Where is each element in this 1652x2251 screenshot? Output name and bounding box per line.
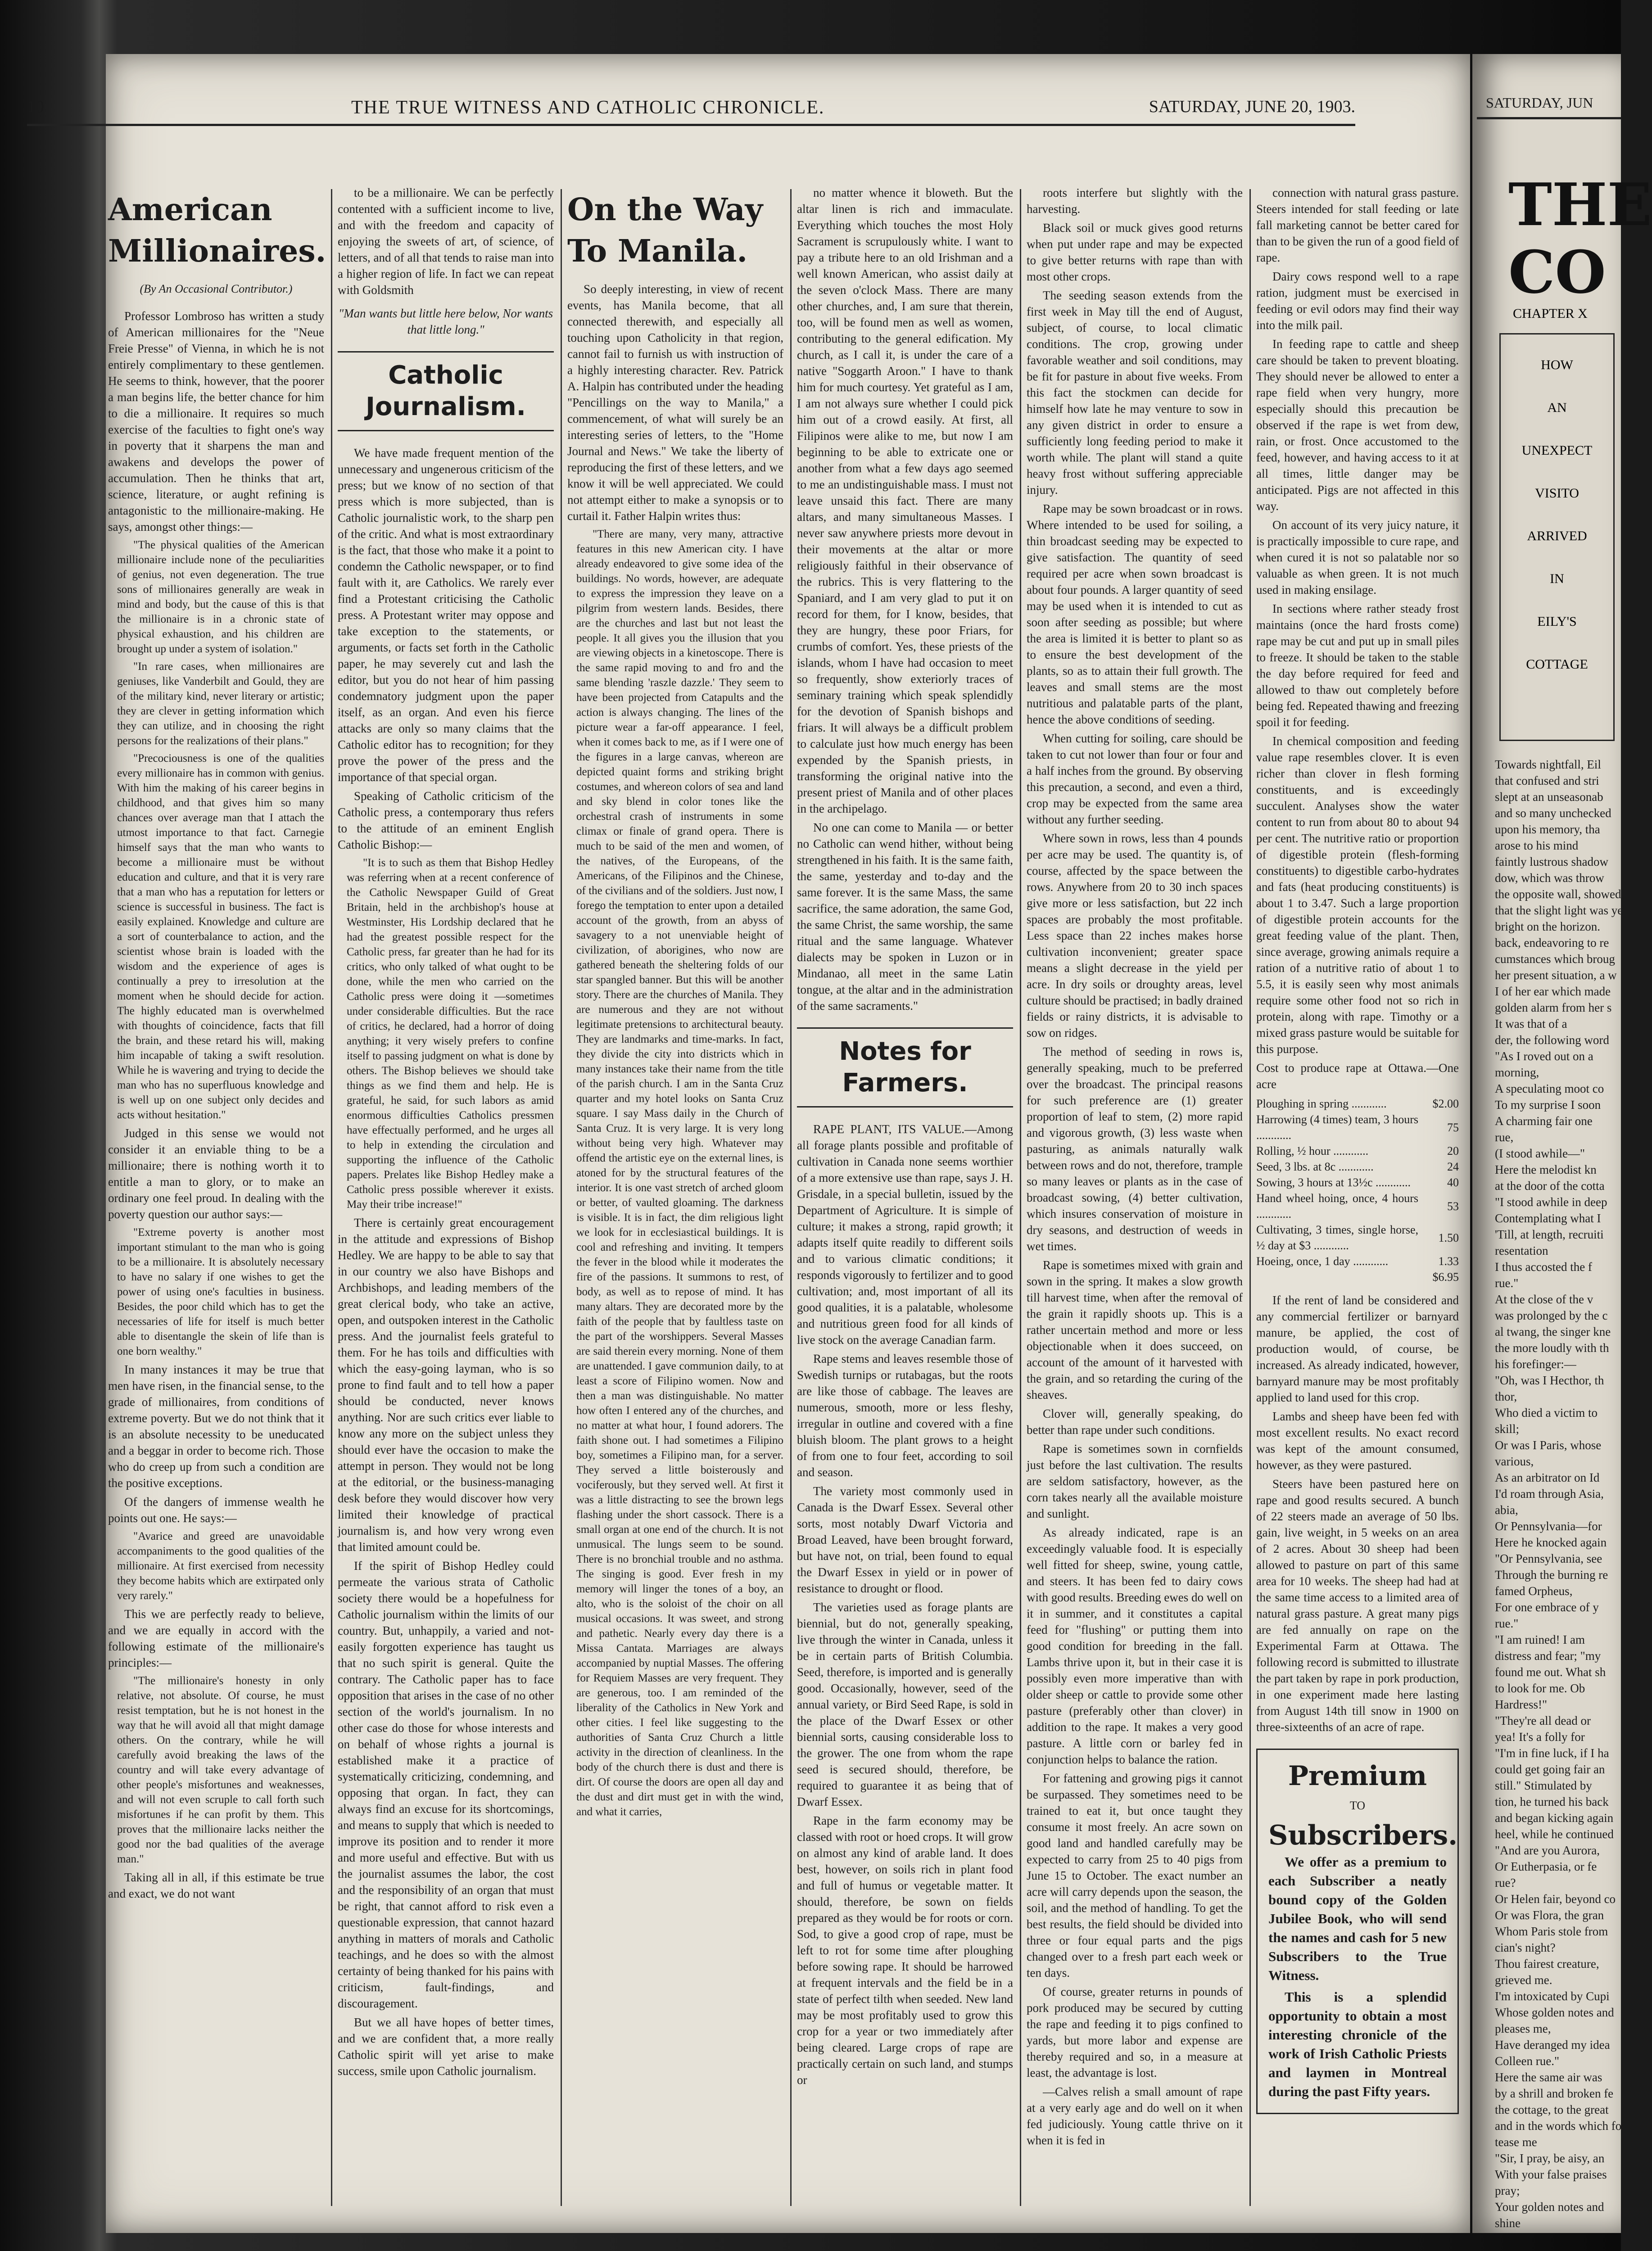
cost-amount: 1.50 [1438, 1231, 1459, 1244]
story-line: the more loudly with th [1495, 1341, 1609, 1355]
story-line: heel, while he continued [1495, 1827, 1614, 1841]
story-line: Or was I Paris, whose [1495, 1438, 1602, 1452]
paragraph: roots interfere but slightly with the harvesting. [1027, 186, 1243, 216]
story-line: (I stood awhile—" [1495, 1147, 1585, 1160]
paragraph: RAPE PLANT, ITS VALUE.—Among all forage plants possible and profitable of cultivation in Canada none seems worthier of a more extensive use than rape, says J. H. Grisdale, in a special bulletin, issued by the Department of Agriculture. It is simple of culture; it makes a strong, rapid growth; it adapts itself quite readily to different soils and to various climatic conditions; it responds vigorously to fertilizer and to good cultivation; and, most important of all its good qualities, it is a palatable, wholesome and nutritious green food for all kinds of live stock on the average Canadian farm. [797, 1122, 1013, 1347]
cost-row [1256, 1112, 1459, 1143]
story-line: famed Orpheus, [1495, 1584, 1573, 1598]
paragraph: Of the dangers of immense wealth he points out one. He says:— [108, 1495, 324, 1525]
paragraph: Rape is sometimes sown in cornfields just before the last cultivation. The results are seldom satisfactory, however, as the corn takes nearly all the available moisture and sunlight. [1027, 1442, 1243, 1520]
cost-item [1256, 1269, 1418, 1285]
story-line: that confused and stri [1495, 774, 1599, 787]
story-line: pleases me, [1495, 2022, 1551, 2035]
paragraph: Lambs and sheep have been fed with most excellent results. No exact record was kept of the amount consumed, however, as they were pastured. [1256, 1410, 1459, 1472]
paragraph: "Extreme poverty is another most important stimulant to the man who is going to be a millionaire. It is absolutely necessary to have no salary if one wishes to get the power of using one's faculties in business. Besides, the poor child which has to get the necessaries of life for itself is much better able to disentangle the skein of life than is one born wealthy." [117, 1226, 324, 1357]
paragraph: "Avarice and greed are unavoidable accompaniments to the good qualities of the millionaire. At first exercised from necessity they become habits which are extirpated only very rarely." [117, 1530, 324, 1602]
story-line: Thou fairest creature, [1495, 1957, 1599, 1971]
story-line: A speculating moot co [1495, 1082, 1604, 1095]
cost-item: Hoeing, once, 1 day ............ [1256, 1255, 1389, 1268]
paragraph: connection with natural grass pasture. Steers intended for stall feeding or late fall marketing cannot be better cared for than to be given the run of a good field of rape. [1256, 186, 1459, 264]
story-line: abia, [1495, 1503, 1518, 1517]
story-line: back, endeavoring to re [1495, 936, 1609, 949]
paragraph: This is a splendid opportunity to obtain a most interesting chronicle of the work of Irish Catholic Priests and laymen in Montreal during the past Fifty years. [1268, 1989, 1447, 2099]
premium-heading-subscribers: Subscribers. [1268, 1820, 1458, 1851]
cost-amount: 20 [1447, 1144, 1459, 1157]
story-line: Colleen rue." [1495, 2054, 1559, 2068]
cost-item: Ploughing in spring ............ [1256, 1097, 1387, 1110]
story-line: at the door of the cotta [1495, 1179, 1605, 1193]
story-line: I'd roam through Asia, [1495, 1487, 1604, 1501]
paragraph: Where sown in rows, less than 4 pounds per acre may be used. The quantity is, of course, affected by the space between the rows. Anywhere from 20 to 30 inch spaces give more or less satisfaction, but 22 inch spaces are probably the most profitable. Less space than 22 inches makes horse cultivation inconvenient; greater space means a slight decrease in the yield per acre. In dry soils or droughty areas, level culture should be practised; in badly drained fields or rainy districts, it is advisable to sow on ridges. [1027, 832, 1243, 1040]
paragraph: For fattening and growing pigs it cannot be surpassed. They sometimes need to be trained to eat it, but once taught they consume it most freely. An acre sown on good land and handled carefully may be expected to carry from 25 to 40 pigs from June 15 to October. The exact number an acre will carry depends upon the season, the soil, and the method of handling. To get the best results, the field should be divided into three or four equal parts and the pigs changed over to a fresh part each week or ten days. [1027, 1772, 1243, 1980]
paragraph: As already indicated, rape is an exceedingly valuable food. It is especially well fitted for sheep, swine, young cattle, and steers. It has been fed to dairy cows with good results. Breeding ewes do well on it in summer, and it constitutes a capital feed for "flushing" or putting them into good condition for breeding in the fall. Lambs thrive upon it, but in their case it is possibly even more imperative than with older sheep or cattle to provide some other pasture (preferably other than clover) in addition to the rape. It makes a very good pasture. A little corn or barley fed in conjunction helps to balance the ration. [1027, 1526, 1243, 1766]
cost-amount: 75 [1447, 1121, 1459, 1134]
story-line: Here he knocked again [1495, 1536, 1607, 1549]
story-line: could get going fair an [1495, 1763, 1605, 1776]
story-line: dow, which was throw [1495, 871, 1604, 885]
story-line: pray; [1495, 2184, 1520, 2197]
story-line: "Oh, was I Hecthor, th [1495, 1374, 1604, 1387]
paragraph: —Calves relish a small amount of rape at a very early age and do well on it when fed judiciously. Young cattle thrive on it when it is fed in [1027, 2085, 1243, 2147]
cost-item: Rolling, ½ hour ............ [1256, 1144, 1369, 1157]
story-line: As an arbitrator on Id [1495, 1471, 1600, 1484]
paragraph: In chemical composition and feeding value rape resembles clover. It is even richer than clover in flesh forming constituents, and is exceedingly succulent. Analyses show the water content to run from about 80 to about 94 per cent. The nutritive ratio or proportion of digestible protein (flesh-forming constituents) to digestible carbo-hydrates and fats (heat producing constituents) is about 1 to 3.47. Such a large proportion of digestible protein accounts for the great feeding value of the plant. Then, since average, growing animals require a ration of a nutritive ratio of about 1 to 5.5, it is easily seen why most animals require some other food not so rich in protein, along with rape. Timothy or a mixed grass pasture would be suitable for this purpose. [1256, 734, 1459, 1056]
story-line: distress and fear; "my [1495, 1649, 1601, 1663]
story-line: Or Pennsylvania—for [1495, 1519, 1602, 1533]
story-line: Whom Paris stole from [1495, 1925, 1608, 1938]
story-line: cumstances which broug [1495, 952, 1615, 966]
facing-page-chapter: CHAPTER X [1513, 306, 1588, 321]
article-heading: On the Way To Manila. [567, 192, 763, 269]
story-line: I thus accosted the f [1495, 1260, 1592, 1274]
paragraph: So deeply interesting, in view of recent events, has Manila become, that all connected therewith, and especially all touching upon Catholicity in that region, cannot fail to furnish us with instruction of a highly interesting character. Rev. Patrick A. Halpin has contributed under the heading "Pencillings on the way to Manila," a commencement, of what will surely be an interesting series of letters, to the "Home Journal and News." We take the liberty of reproducing the first of these letters, and we know it will be well appreciated. We could not attempt either to make a synopsis or to curtail it. Father Halpin writes thus: [567, 282, 783, 523]
paragraph: In feeding rape to cattle and sheep care should be taken to prevent bloating. They should never be allowed to enter a rape field when very hungry, more especially should this precaution be observed if the rape is wet from dew, rain, or frost. Once accustomed to the feed, however, and having access to it at all times, little danger may be anticipated. Pigs are not affected in this way. [1256, 337, 1459, 513]
column-catholic-journalism [338, 185, 554, 2210]
paragraph: The variety most commonly used in Canada is the Dwarf Essex. Several other sorts, most notably Dwarf Victoria and Broad Leaved, have been brought forward, but have not, on trial, been found to equal the Dwarf Essex in yield or in power of resistance to drought or flood. [797, 1484, 1013, 1595]
story-line: Or Helen fair, beyond co [1495, 1892, 1616, 1906]
column-rule [561, 189, 562, 2206]
story-line: "And are you Aurora, [1495, 1844, 1600, 1857]
column-american-millionaires [108, 185, 324, 2210]
paragraph: Clover will, generally speaking, do better than rape under such conditions. [1027, 1407, 1243, 1437]
story-line: "I stood awhile in deep [1495, 1195, 1607, 1209]
article-byline: (By An Occasional Contributor.) [140, 282, 293, 295]
story-line: yea! It's a folly for [1495, 1730, 1585, 1744]
story-line: Contemplating what I [1495, 1211, 1601, 1225]
article-heading: American Millionaires. [108, 192, 326, 269]
story-line: tease me [1495, 2135, 1537, 2149]
paragraph: On account of its very juicy nature, it is practically impossible to cure rape, and when cured it is not so palatable nor so valuable as when green. It is not much used in making ensilage. [1256, 518, 1459, 597]
story-line: tion, he turned his back [1495, 1795, 1609, 1808]
story-line: still." Stimulated by [1495, 1779, 1592, 1792]
paragraph: Rape in the farm economy may be classed with root or hoed crops. It will grow on almost any kind of arable land. It does best, however, on soils rich in plant food and full of humus or vegetable matter. It should, therefore, be sown on fields prepared as they would be for roots or corn. Sod, to give a good crop of rape, must be left to rot for some time after ploughing before sowing rape. It should be harrowed at frequent intervals and the field be in a state of perfect tilth when seeded. New land may be most profitably used to grow this crop for a year or two immediately after being cleared. Large crops of rape are practically certain on such land, and stumps or [797, 1814, 1013, 2087]
facing-page-rule [1477, 117, 1621, 119]
story-line: his forefinger:— [1495, 1357, 1576, 1371]
facing-page-story [1495, 756, 1623, 2231]
chapter-title-box [1499, 333, 1615, 741]
story-line: morning, [1495, 1066, 1539, 1079]
cost-row [1256, 1253, 1459, 1269]
story-line: With your false praises [1495, 2168, 1607, 2181]
story-line: her present situation, a w [1495, 968, 1617, 982]
story-line: Your golden notes and [1495, 2200, 1604, 2214]
story-line: slept at an unseasonab [1495, 790, 1603, 804]
cost-amount: 1.33 [1438, 1255, 1459, 1268]
story-line: Or was Flora, the gran [1495, 1908, 1604, 1922]
issue-date: SATURDAY, JUNE 20, 1903. [1149, 97, 1355, 116]
story-line: the opposite wall, showed [1495, 887, 1621, 901]
poem-quote: "Man wants but little here below, Nor wants that little long." [338, 307, 553, 336]
cost-row [1256, 1175, 1459, 1190]
paragraph: no matter whence it bloweth. But the altar linen is rich and immaculate. Everything which touches the most Holy Sacrament is scrupulously white. I want to pay a tribute here to an old Irishman and a well known American, who assist daily at the seven o'clock Mass. There are many other churches, and, I am sure that therein, too, will be found men as well as women, contributing to the general edification. My church, as I call it, is under the care of a native "Soggarth Aroon." I have to thank him for much courtesy. Yet grateful as I am, I am not always sure whether I could pick him out of a crowd easily. At first, all Filipinos were alike to me, but now I am beginning to be able to extricate one or another from what a few days ago seemed to me an undistinguishable mass. I must not leave unsaid this fact. There are many altars, and many simultaneous Masses. I never saw anywhere priests more devout in their movements at the altar or more religiously faithful in their observance of the rubrics. This is very flattering to the Spaniard, and I am very glad to put it on record for them, for I know, besides, that they are hungry, these poor Friars, for crumbs of comfort. Yes, these priests of the islands, whom I have had occasion to meet so frequently, show exteriorly traces of seminary training which speak splendidly for the devotion of Spanish bishops and friars. It will always be a difficult problem to calculate just how much energy has been expended by the Spanish priests, in transforming the original native into the present priest of Manila and of other places in the archipelago. [797, 186, 1013, 815]
story-line: To my surprise I soon [1495, 1098, 1601, 1112]
story-line: by a shrill and broken fe [1495, 2087, 1614, 2100]
column-on-the-way-to-manila [567, 185, 783, 2210]
paragraph: There is certainly great encouragement in the attitude and expressions of Bishop Hedley. We are happy to be able to say that in our country we also have Bishops and Archbishops, and leading members of the great clerical body, who take an active, open, and outspoken interest in the Catholic press. And the journalist feels grateful to them. For he has toils and difficulties with which the easy-going layman, who is so prone to find fault and to tell how a paper should be conducted, never knows anything. Nor are such critics ever liable to know any more on the subject unless they should ever have the occasion to make the attempt in person. They would not be long at the editorial, or the business-managing desk before they would discover how very limited their knowledge of practical journalism is, and how very wrong even that limited amount could be. [338, 1216, 554, 1554]
cost-item: Cultivating, 3 times, single horse, ½ day at $3 ............ [1256, 1223, 1418, 1252]
paragraph: "There are many, very many, attractive features in this new American city. I have already endeavored to give some idea of the buildings. No words, however, are adequate to express the impression they leave on a pilgrim from western lands. Besides, there are the churches and last but not least the people. It all gives you the illusion that you are viewing objects in a kinetoscope. There is the same rapid moving to and fro and the same blending 'raszle dazzle.' They seem to have been projected from Catapults and the action is always changing. The lines of the picture wear a far-off appearance. I feel, when it comes back to me, as if I were one of the figures in a large canvas, whereon are depicted quaint forms and striking bright costumes, and whereon colors of sea and land and sky blend in color tones like the orchestral crash of instruments in some climax or finale of grand opera. There is much to be said of the men and women, of the natives, of the Europeans, of the Americans, of the Filipinos and the Chinese, of the civilians and of the soldiers. Just now, I forego the temptation to enter upon a detailed account of the growth, from an abyss of savagery to a not unenviable height of civilization, of aborigines, who now are gathered beneath the sheltering folds of our star spangled banner. But this will be another story. There are the churches of Manila. They are numerous and they are not without legitimate pretensions to architectural beauty. They are landmarks and time-marks. In fact, they divide the city into districts which in many instances take their name from the title of the parish church. I am in the Santa Cruz quarter and my hotel looks on Santa Cruz square. I say Mass daily in the Church of Santa Cruz. It is very large. It is very long without being very high. Whatever may offend the artistic eye on the external lines, is atoned for by the structural features of the interior. It is one vast stretch of arched gloom or better, of vaulted gloaming. The darkness is visible. It is in fact, the dim religious light we look for in ecclesiastical buildings. It is cool and refreshing and inviting. It tempers the fever in the blood while it moderates the fire of the passions. It summons to rest, of body, as well as to repose of mind. It has many altars. They are decorated more by the faith of the people that by faultless taste on the part of the worshippers. Several Masses are said therein every morning. None of them are unattended. I gave communion daily, to at least a score of Filipino women. Now and then a man was distinguishable. No matter how often I entered any of the churches, and no matter at what hour, I found adorers. The faith shone out. I had sometimes a Filipino boy, sometimes a Filipino man, for a server. They served a little boisterously and vociferously, but they served well. At first it was a little distracting to see the brown legs flashing under the short cassock. There is a small organ at one end of the church. It is not unmusical. The lungs seem to be sound. There is no bronchial trouble and no asthma. The singing is good. Ever fresh in my memory will linger the tones of a boy, an alto, who is the soloist of the choir on all musical occasions. It was sweet, and strong and pathetic. Nearly every day there is a Missa Cantata. Marriages are always accompanied by nuptial Masses. The offering for Requiem Masses are very frequent. They are generous, too. I am reminded of the liberality of the Catholics in New York and other cities. I feel like suggesting to the authorities of Santa Cruz Church a little activity in the direction of cleanliness. In the body of the church there is dust and there is dirt. Of course the doors are open all day and the dust and dirt must get in with the wind, and what it carries, [576, 528, 783, 1818]
column-rule [331, 189, 332, 2206]
paragraph: In many instances it may be true that men have risen, in the financial sense, to the grade of millionaires, from conditions of extreme poverty. But we do not think that it is an absolute necessity to be uneducated and a beggar in order to become rich. Those who do creep up from such a condition are the positive exceptions. [108, 1363, 324, 1490]
chapter-title-word: IN [1550, 571, 1564, 586]
paragraph: The varieties used as forage plants are biennial, but do not, generally speaking, live through the winter in Canada, unless it be in certain parts of British Columbia. Seed, therefore, is imported and is generally good. Occasionally, however, seed of the annual variety, or Bird Seed Rape, is sold in the place of the Dwarf Essex or other biennial sorts, causing considerable loss to the grower. The one from whom the rape seed is secured should, therefore, be required to guarantee it as being that of Dwarf Essex. [797, 1600, 1013, 1808]
cost-item: Hand wheel hoing, once, 4 hours ............ [1256, 1192, 1418, 1220]
story-line: Through the burning re [1495, 1568, 1608, 1582]
cost-amount: 24 [1447, 1160, 1459, 1173]
paragraph: "Precociousness is one of the qualities every millionaire has in common with genius. With him the making of his career begins in childhood, and that gives him so many chances over average man that I attach the utmost importance to that fact. Carnegie himself says that the man who wants to become a millionaire must be without education and culture, and that it is very rare that a man who has a reputation for letters or science is successful in business. The fact is easily explained. Knowledge and culture are a sort of counterbalance to action, and the scientist whose brain is loaded with the wisdom and the experience of ages is continually a prey to irresolution at the moment when he should decide for action. The highly educated man is overwhelmed with thoughts of coincidence, facts that fill the brain, and these retard his will, making him incapable of taking a swift resolution. While he is wavering and trying to decide the man who has no superfluous knowledge and is well up on one subject only decides and acts without hesitation." [117, 752, 324, 1121]
paragraph: "The physical qualities of the American millionaire include none of the peculiarities of genius, not even degeneration. The true sons of millionaires generally are weak in mind and body, but the cause of this is that the millionaire is in a chronic state of physical exhaustion, and his children are brought up under a system of isolation." [117, 539, 324, 655]
story-line: and began kicking again [1495, 1811, 1614, 1825]
paragraph: But we all have hopes of better times, and we are confident that, a more really Catholic spirit will yet arise to make success, smile upon Catholic journalism. [338, 2016, 554, 2078]
paragraph: When cutting for soiling, care should be taken to cut not lower than four or four and a half inches from the ground. By observing this precaution, a second, and even a third, crop may be expected from the same area without any further seeding. [1027, 732, 1243, 826]
column-rule [1249, 189, 1251, 2206]
cost-title: Cost to produce rape at Ottawa.—One acre [1256, 1061, 1459, 1091]
story-line: "Sir, I pray, be aisy, an [1495, 2152, 1605, 2165]
story-line: skill; [1495, 1422, 1520, 1436]
chapter-title-word: AN [1547, 400, 1567, 415]
story-line: resentation [1495, 1244, 1548, 1257]
column-notes-for-farmers [797, 185, 1013, 2210]
chapter-title-word: VISITO [1535, 486, 1579, 501]
column-rule [790, 189, 792, 2206]
cost-row [1256, 1190, 1459, 1222]
paragraph: Speaking of Catholic criticism of the Catholic press, a contemporary thus refers to the attitude of an eminent English Catholic Bishop:— [338, 789, 554, 851]
story-line: It was that of a [1495, 1017, 1567, 1031]
story-line: Hardress!" [1495, 1698, 1547, 1711]
story-line: faintly lustrous shadow [1495, 855, 1608, 868]
paragraph: We offer as a premium to each Subscriber a neatly bound copy of the Golden Jubilee Book, who will send the names and cash for 5 new Subscribers to the True Witness. [1268, 1854, 1447, 1983]
story-line: rue." [1495, 1276, 1519, 1290]
story-line: the cottage, to the great [1495, 2103, 1609, 2116]
paragraph: Dairy cows respond well to a rape ration, judgment must be exercised in feeding or evil odors may find their way into the milk pail. [1256, 270, 1459, 332]
story-line: cian's night? [1495, 1941, 1556, 1954]
cost-item: Seed, 3 lbs. at 8c ............ [1256, 1160, 1374, 1173]
story-line: and in the words which fo [1495, 2119, 1622, 2133]
premium-heading: Premium [1288, 1760, 1427, 1792]
paragraph: The seeding season extends from the first week in May till the end of August, subject, of course, to local climatic conditions. The crop, growing under favorable weather and soil conditions, may be fit for pasture in about five weeks. From this fact the stockmen can decide for himself how late he may venture to sow in any given district in order to ensure a sufficiently long feeding period to make it worth while. The plant will stand a quite heavy frost without suffering appreciable injury. [1027, 289, 1243, 497]
paragraph: "The millionaire's honesty in only relative, not absolute. Of course, he must resist temptation, but he is not honest in the way that he will avoid all that might damage others. On the contrary, while he will carefully avoid breaking the laws of the country and will take every advantage of other people's misfortunes and weaknesses, and will not even scruple to call forth such misfortunes if he can profit by them. This proves that the millionaire lacks neither the good nor the bad qualities of the average man." [117, 1675, 324, 1865]
column-rape-continued [1027, 185, 1243, 2210]
story-line: rue? [1495, 1876, 1516, 1889]
article-heading: Notes for Farmers. [797, 1027, 1013, 1107]
story-line: Here the same air was [1495, 2070, 1602, 2084]
premium-box [1256, 1749, 1459, 2114]
chapter-title-word: HOW [1541, 357, 1573, 372]
cost-row [1256, 1269, 1459, 1285]
story-line: At the close of the v [1495, 1293, 1593, 1306]
paragraph: Judged in this sense we would not consider it an enviable thing to be a millionaire; there is nothing worth it to entitle a man to glory, or to make an ordinary one feel proud. In dealing with the poverty question our author says:— [108, 1126, 324, 1221]
chapter-title-word: ARRIVED [1527, 529, 1587, 543]
story-line: upon his memory, tha [1495, 823, 1600, 836]
story-line: rue, [1495, 1130, 1514, 1144]
cost-row [1256, 1222, 1459, 1253]
facing-page-date: SATURDAY, JUN [1486, 95, 1593, 111]
paragraph: "In rare cases, when millionaires are geniuses, like Vanderbilt and Gould, they are of the military kind, never literary or artistic; they are clever in getting information which they can utilize, and in choosing the right persons for the realizations of their plans." [117, 660, 324, 747]
story-line: to look for me. Ob [1495, 1681, 1585, 1695]
story-line: various, [1495, 1455, 1534, 1468]
cost-item: Harrowing (4 times) team, 3 hours ............ [1256, 1113, 1418, 1142]
page-number: 10 [27, 97, 44, 116]
story-line: Here the melodist kn [1495, 1163, 1597, 1176]
cost-amount: $2.00 [1432, 1097, 1459, 1110]
cost-row [1256, 1159, 1459, 1175]
story-line: and so many unchecked [1495, 806, 1611, 820]
column-rule [1020, 189, 1021, 2206]
paragraph: This we are perfectly ready to believe, and we are equally in accord with the following estimate of the millionaire's principles:— [108, 1607, 324, 1669]
story-line: A charming fair one [1495, 1114, 1593, 1128]
story-line: Towards nightfall, Eil [1495, 758, 1601, 771]
cost-row [1256, 1096, 1459, 1112]
story-line: Or Eutherpasia, or fe [1495, 1860, 1597, 1873]
newspaper-title: THE TRUE WITNESS AND CATHOLIC CHRONICLE. [351, 97, 825, 118]
story-line: bright on the horizon. [1495, 920, 1600, 933]
cost-amount: 40 [1447, 1176, 1459, 1189]
masthead [27, 97, 1355, 126]
story-line: Who died a victim to [1495, 1406, 1598, 1419]
chapter-title-word: UNEXPECT [1521, 443, 1593, 458]
paragraph: "It is to such as them that Bishop Hedley was referring when at a recent conference of the Catholic Newspaper Guild of Great Britain, held in the archbishop's house at Westminster, His Lordship declared that he had the greatest possible respect for the Catholic press, far greater than he had for its critics, who only talked of what ought to be done, while the men who carried on the Catholic press were doing it —sometimes under considerable difficulties. But the race of critics, he declared, had a horror of doing anything; it very wisely prefers to confine itself to passing judgment on what is done by others. The Bishop believes we should take things as we find them and help. He is grateful, he said, for such labors as amid enormous difficulties Catholics pressmen have effectually performed, and he urges all to help in extending the circulation and supporting the influence of the Catholic papers. Prelates like Bishop Hedley make a Catholic press possible wherever it exists. May their tribe increase!" [347, 857, 554, 1211]
paragraph: Taking all in all, if this estimate be true and exact, we do not want [108, 1871, 324, 1900]
article-heading: Catholic Journalism. [338, 351, 554, 431]
paragraph: Of course, greater returns in pounds of pork produced may be secured by cutting the rape and feeding it to pigs confined to yards, but more labor and expense are thereby required and so, in a measure at least, the advantage is lost. [1027, 1985, 1243, 2079]
cost-amount: $6.95 [1432, 1270, 1459, 1284]
story-line: golden alarm from her s [1495, 1001, 1612, 1014]
paragraph: Rape stems and leaves resemble those of Swedish turnips or rutabagas, but the roots are like those of cabbage. The leaves are numerous, smooth, more or less fleshy, irregular in outline and covered with a fine bluish bloom. The plant grows to a height of from one to four feet, according to soil and season. [797, 1352, 1013, 1479]
story-line: found me out. What sh [1495, 1665, 1606, 1679]
chapter-title-word: COTTAGE [1526, 657, 1588, 672]
cost-row [1256, 1143, 1459, 1159]
story-line: thor, [1495, 1390, 1517, 1403]
story-line: "I am ruined! I am [1495, 1633, 1585, 1646]
story-line: "I'm in fine luck, if I ha [1495, 1746, 1609, 1760]
story-line: 'Till, at length, recruiti [1495, 1228, 1604, 1241]
story-line: al twang, the singer kne [1495, 1325, 1611, 1338]
paragraph: Professor Lombroso has written a study of American millionaires for the "Neue Freie Presse" of Vienna, in which he is not entirely complimentary to these gentlemen. He seems to think, however, that the poorer a man begins life, the better chance for him to die a millionaire. It requires so much exercise of the faculties to fight one's way in poverty that it sharpens the man and awakens and develops the power of accumulation. Then he thinks that art, science, literature, or aught refining is antagonistic to the millionaire-making. He says, amongst other things:— [108, 309, 324, 533]
paragraph: In sections where rather steady frost maintains (once the hard frosts come) rape may be cut and put up in small piles to freeze. It should be taken to the stable the day before required for feed and allowed to thaw out completely before being fed. Repeated thawing and freezing spoil it for feeding. [1256, 602, 1459, 729]
story-line: grieved me. [1495, 1973, 1552, 1987]
paragraph: If the rent of land be considered and any commercial fertilizer or barnyard manure, be applied, the cost of production would, of course, be increased. As already indicated, however, barnyard manure may be most profitably applied to land used for this crop. [1256, 1293, 1459, 1404]
paragraph: Steers have been pastured here on rape and good results secured. A bunch of 22 steers made an average of 50 lbs. gain, live weight, in 5 weeks on an area of 2 acres. About 30 sheep had been allowed to pasture on part of this same area for 10 weeks. The sheep had had at the same time access to a limited area of natural grass pasture. A great many pigs are fed annually on rape on the Experimental Farm at Ottawa. The following record is submitted to illustrate the part taken by rape in pork production, in one experiment made here lasting from August 14th till snow in 1900 on three-sixteenths of an acre of rape. [1256, 1477, 1459, 1734]
story-line: that the slight light was ye [1495, 904, 1623, 917]
facing-page [1472, 54, 1652, 2233]
cost-amount: 53 [1447, 1199, 1459, 1213]
story-line: shine [1495, 2216, 1521, 2230]
story-line: "Or Pennsylvania, see [1495, 1552, 1602, 1565]
story-line: arose to his mind [1495, 839, 1579, 852]
paragraph: Rape may be sown broadcast or in rows. Where intended to be used for soiling, a thin broadcast seeding may be expected to give satisfaction. The quantity of seed required per acre when sown broadcast is about four pounds. A larger quantity of seed may be used when it is intended to cut as soon after seeding as possible; but where the area is limited it is better to plant so as to ensure the best development of the plants, so as to attain their full growth. The leaves and small stems are the most nutritious and palatable parts of the plant, hence the above conditions of seeding. [1027, 502, 1243, 726]
paragraph: Rape is sometimes mixed with grain and sown in the spring. It makes a slow growth till harvest time, when after the removal of the grain it rapidly shoots up. This is a rather uncertain method and more or less objectionable when it does succeed, on account of the amount of it harvested with the grain, and so retarding the curing of the sheaves. [1027, 1258, 1243, 1401]
story-line: I'm intoxicated by Cupi [1495, 1989, 1610, 2003]
story-line: "As I roved out on a [1495, 1049, 1593, 1063]
paragraph: No one can come to Manila — or better no Catholic can wend hither, without being strengthened in his faith. It is the same faith, the same, yesterday and to-day and the same forever. It is the same Mass, the same sacrifice, the same adoration, the same God, the same Christ, the same worship, the same ritual and the same language. Whatever dialects may be spoken in Luzon or in Mindanao, all meet in the same Latin tongue, at the altar and in the administration of the same sacraments." [797, 821, 1013, 1012]
cost-table [1256, 1096, 1459, 1285]
story-line: Have deranged my idea [1495, 2038, 1610, 2052]
story-line: rue." [1495, 1617, 1519, 1630]
paragraph: We have made frequent mention of the unnecessary and ungenerous criticism of the press; but we know of no section of that press which is more subjected, than is Catholic journalistic work, to the sharp pen of the critic. And what is most extraordinary is the fact, that those who make it a point to condemn the Catholic newspaper, or to find fault with it, are Catholics. We rarely ever find a Protestant criticising the Catholic press. A Protestant writer may oppose and take exception to the statements, or arguments, or facts set forth in the Catholic paper, he may severely cut and lash the editor, but you do not hear of him passing condemnatory judgment upon the paper itself, as an organ. And even his fierce attacks are only so many claims that the Catholic editor has to recognition; for they prove the power of the press and the importance of that special organ. [338, 446, 554, 784]
paragraph: If the spirit of Bishop Hedley could permeate the various strata of Catholic society there would be a hopefulness for Catholic journalism within the limits of our country. But, unhappily, a varied and not-easily forgotten experience has taught us that no such spirit is general. Quite the contrary. The Catholic paper has to face opposition that arises in the case of no other section of the world's journalism. In no other case do those for whose interests and on behalf of whose rights a journal is established make it a practice of systematically criticizing, condemning, and opposing that organ. In fact, they can always find an excuse for its shortcomings, and means to supply that which is needed to improve its position and to render it more and more useful and effective. But with us the journalist assumes the labor, the cost and the responsibility of an organ that must be right, that cannot afford to risk even a questionable expression, that cannot hazard anything in matters of morals and Catholic teachings, and he does so with the almost certainty of being thanked for his pains with criticism, fault-findings, and discouragement. [338, 1559, 554, 2010]
chapter-title-word: EILY'S [1537, 614, 1577, 629]
paragraph: Black soil or muck gives good returns when put under rape and may be expected to give better returns with rape than with most other crops. [1027, 221, 1243, 283]
story-line: was prolonged by the c [1495, 1309, 1608, 1322]
paragraph: to be a millionaire. We can be perfectly contented with a sufficient income to live, and with the freedom and capacity of enjoying the sweets of art, of science, of letters, and of all that tends to raise man into a higher region of life. In fact we can repeat with Goldsmith [338, 186, 554, 297]
story-line: Whose golden notes and [1495, 2006, 1614, 2019]
column-rape-and-premium [1256, 185, 1459, 2210]
story-line: For one embrace of y [1495, 1600, 1599, 1614]
cost-item: Sowing, 3 hours at 13½c ............ [1256, 1176, 1411, 1189]
story-line: "They're all dead or [1495, 1714, 1591, 1727]
story-line: der, the following word [1495, 1033, 1609, 1047]
premium-to: TO [1349, 1799, 1366, 1812]
story-line: I of her ear which made [1495, 985, 1611, 998]
facing-page-headline: THE CO [1508, 170, 1652, 307]
paragraph: The method of seeding in rows is, generally speaking, much to be preferred over the broadcast. The principal reasons for such preference are (1) greater proportion of leaf to stem, (2) more rapid and vigorous growth, (3) less waste when pasturing, as animals naturally walk between rows and do not, therefore, trample so many leaves or plants as in the case of broadcast sowing, (4) better cultivation, which insures conservation of moisture in dry seasons, and destruction of weeds in wet times. [1027, 1045, 1243, 1253]
